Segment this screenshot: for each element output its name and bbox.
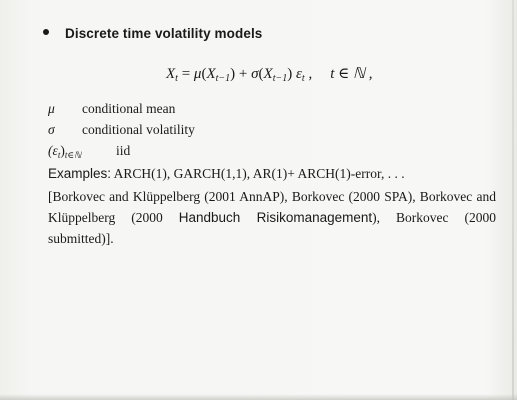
references-part2: ), Borkovec (2000 submitted)].	[48, 210, 496, 246]
definition-symbol-sub-pre: t	[57, 150, 61, 160]
eq-sigma: σ	[251, 66, 259, 82]
bullet-heading	[43, 26, 262, 41]
eq-equals: =	[177, 66, 194, 82]
examples-label: Examples:	[48, 166, 112, 181]
heading-title: Discrete time volatility models	[65, 26, 263, 41]
examples-text: ARCH(1), GARCH(1,1), AR(1)+ ARCH(1)-error, . . .	[111, 166, 405, 181]
bullet-dot-icon	[43, 29, 49, 35]
definition-mu	[48, 101, 175, 117]
definition-text: iid	[116, 143, 131, 158]
eq-lhs: X	[166, 66, 176, 82]
eq-mu-arg: X	[206, 66, 216, 82]
definition-sigma	[48, 122, 195, 138]
definition-symbol-sub: t∈ℕ	[64, 150, 82, 160]
eq-mu-open: (	[201, 66, 207, 82]
definition-symbol-main: (ε	[48, 143, 58, 158]
references-part1: [Borkovec and Klüppelberg (2001 AnnAP), Borkovec (2000 SPA), Borkovec and Klüppelberg (2000	[48, 189, 496, 225]
references-handbook: Handbuch Risikomanagement	[178, 210, 373, 225]
eq-lhs-sub: t	[175, 73, 178, 84]
references-paragraph	[48, 186, 496, 249]
eq-mu: μ	[193, 66, 202, 82]
model-equation	[166, 64, 372, 84]
eq-sigma-open: (	[258, 66, 264, 82]
eq-mu-close: )	[230, 66, 236, 82]
eq-sigma-arg-sub: t−1	[272, 73, 288, 84]
eq-sigma-arg: X	[263, 66, 273, 82]
eq-plus: +	[235, 66, 252, 82]
definition-symbol: μ	[48, 101, 55, 116]
definition-symbol-close: )	[60, 143, 65, 158]
eq-eps: ε	[292, 66, 302, 82]
definition-text: conditional mean	[82, 101, 176, 116]
definition-symbol: σ	[48, 122, 55, 137]
examples-line	[48, 166, 405, 182]
eq-sigma-close: )	[287, 66, 293, 82]
eq-mu-arg-sub: t−1	[215, 73, 231, 84]
definition-text: conditional volatility	[82, 122, 195, 137]
page-edge-right	[512, 0, 514, 400]
eq-eps-sub: t	[301, 73, 305, 84]
definition-epsilon	[48, 143, 130, 161]
page-edge-bottom	[0, 394, 517, 400]
eq-comma: ,	[304, 66, 313, 82]
eq-domain: t ∈ ℕ ,	[330, 66, 373, 82]
definition-symbol	[48, 143, 116, 161]
